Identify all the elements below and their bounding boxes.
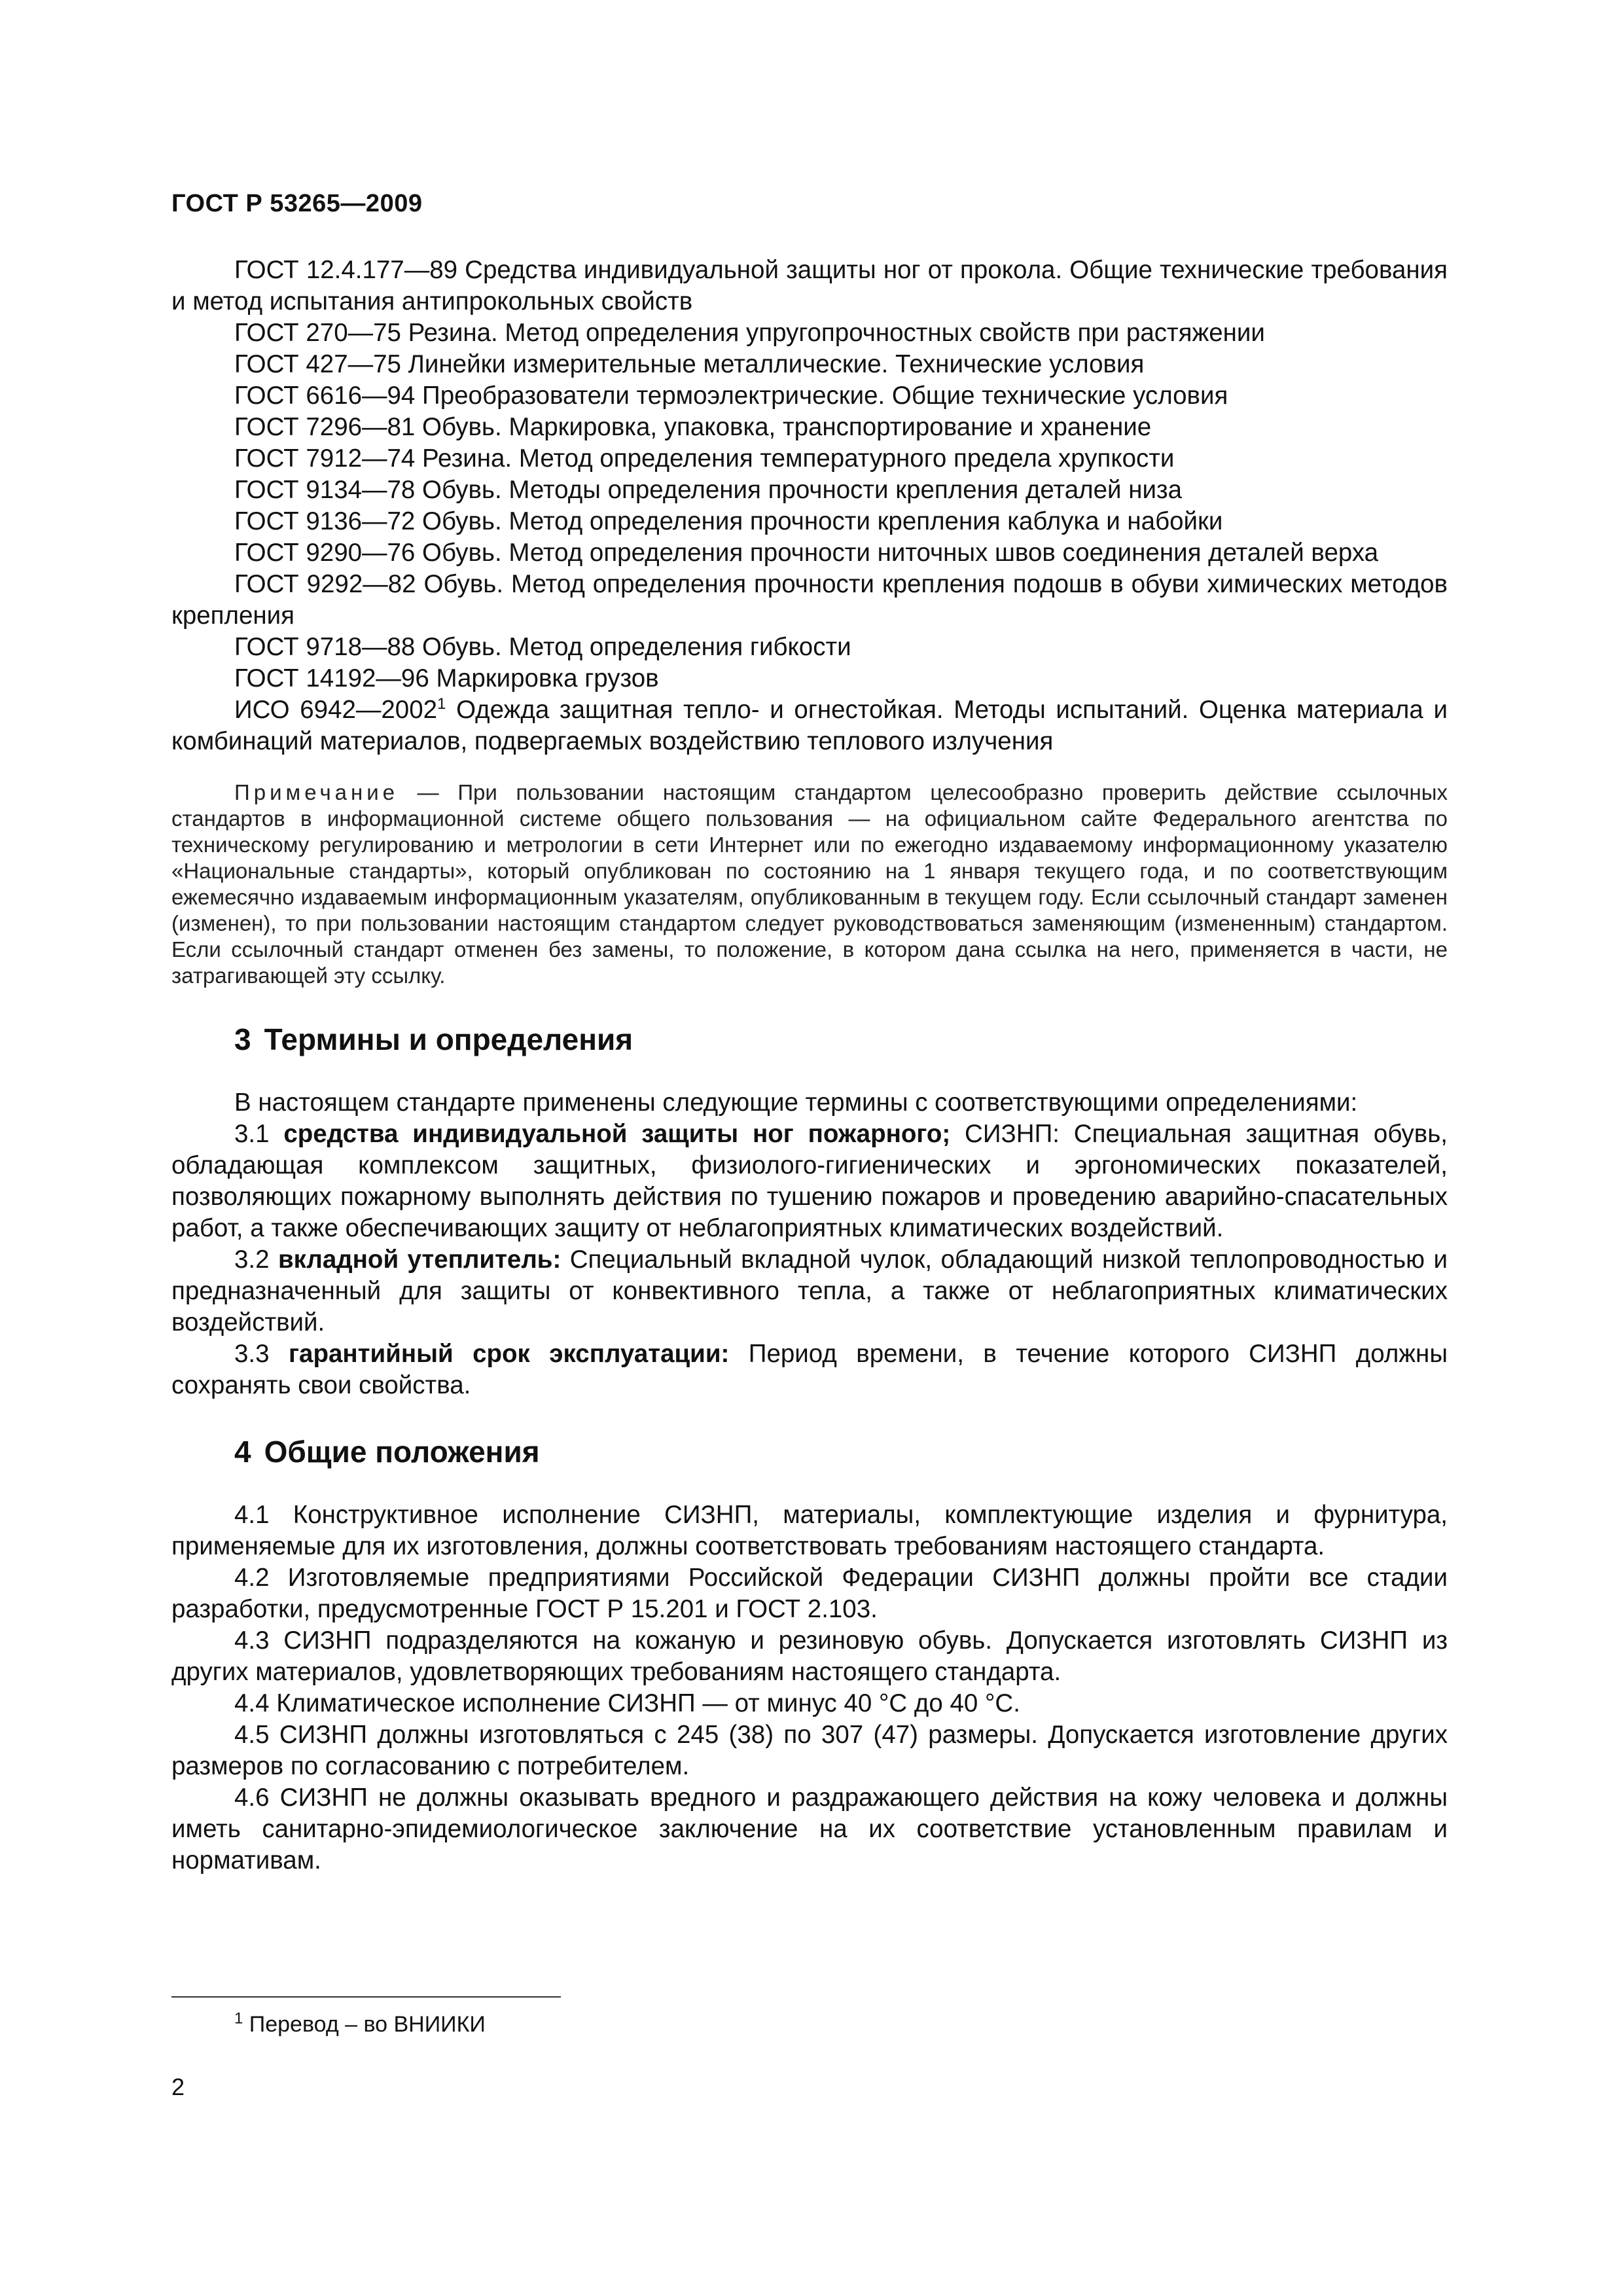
document-page — [171, 190, 1448, 1876]
clause-paragraph: 4.5 СИЗНП должны изготовляться с 245 (38) по 307 (47) размеры. Допускается изготовление других размеров по согласованию с потребителем. — [171, 1721, 1448, 1780]
term-number: 3.1 — [234, 1120, 284, 1148]
term-name: средства индивидуальной защиты ног пожарного; — [283, 1120, 951, 1148]
clause-paragraph: 4.2 Изготовляемые предприятиями Российской Федерации СИЗНП должны пройти все стадии разработки, предусмотренные ГОСТ Р 15.201 и ГОСТ 2.103. — [171, 1564, 1448, 1623]
section-number: 3 — [234, 1022, 251, 1056]
term-definition — [171, 1119, 1448, 1244]
clause-paragraph: 4.6 СИЗНП не должны оказывать вредного и раздражающего действия на кожу человека и должны иметь санитарно-эпидемиологическое заключение на их соответствие установленным правилам и нормативам. — [171, 1784, 1448, 1874]
iso-code: ИСО 6942—2002 — [234, 696, 438, 724]
document-id-header: ГОСТ Р 53265—2009 — [171, 190, 423, 217]
reference-item-iso — [171, 694, 1448, 757]
clause-paragraph: 4.3 СИЗНП подразделяются на кожаную и резиновую обувь. Допускается изготовлять СИЗНП из других материалов, удовлетворяющих требованиям настоящего стандарта. — [171, 1626, 1448, 1686]
reference-item: ГОСТ 9718—88 Обувь. Метод определения гибкости — [234, 633, 851, 661]
term-text: Период времени, в течение которого СИЗНП должны сохранять свои свойства. — [171, 1340, 1448, 1399]
note-paragraph — [171, 780, 1448, 989]
section-title: Термины и определения — [264, 1022, 633, 1056]
reference-item: ГОСТ 14192—96 Маркировка грузов — [234, 664, 659, 692]
reference-item: ГОСТ 9290—76 Обувь. Метод определения прочности ниточных швов соединения деталей верха — [234, 539, 1379, 567]
clause-paragraph: 4.4 Климатическое исполнение СИЗНП — от минус 40 °С до 40 °С. — [234, 1689, 1020, 1717]
note-label: Примечание — [234, 780, 399, 804]
clause-paragraph: 4.1 Конструктивное исполнение СИЗНП, материалы, комплектующие изделия и фурнитура, применяемые для их изготовления, должны соответствовать требованиям настоящего стандарта. — [171, 1501, 1448, 1560]
footnote-separator — [171, 1996, 561, 1998]
term-name: гарантийный срок эксплуатации: — [289, 1340, 730, 1368]
section-3-heading — [234, 1022, 1448, 1057]
reference-item: ГОСТ 6616—94 Преобразователи термоэлектрические. Общие технические условия — [234, 382, 1228, 410]
term-number: 3.2 — [234, 1246, 278, 1274]
footnote-marker: 1 — [234, 2009, 243, 2028]
section-3-intro: В настоящем стандарте применены следующие термины с соответствующими определениями: — [234, 1088, 1358, 1117]
section-title: Общие положения — [264, 1435, 540, 1469]
reference-item: ГОСТ 9136—72 Обувь. Метод определения прочности крепления каблука и набойки — [234, 507, 1223, 535]
footnote — [234, 2011, 486, 2038]
term-text: Специальный вкладной чулок, обладающий низкой теплопроводностью и предназначенный для защиты от конвективного тепла, а также от неблагоприятных климатических воздействий. — [171, 1246, 1448, 1336]
term-number: 3.3 — [234, 1340, 289, 1368]
term-definition — [171, 1244, 1448, 1338]
normative-references-list — [171, 255, 1448, 757]
section-number: 4 — [234, 1435, 251, 1469]
reference-item: ГОСТ 12.4.177—89 Средства индивидуальной защиты ног от прокола. Общие технические требования и метод испытания антипрокольных свойств — [171, 256, 1448, 315]
section-4-heading — [234, 1434, 1448, 1469]
page-number: 2 — [171, 2073, 185, 2100]
reference-item: ГОСТ 9134—78 Обувь. Методы определения прочности крепления деталей низа — [234, 476, 1183, 504]
term-name: вкладной утеплитель: — [277, 1246, 562, 1274]
note-block — [171, 780, 1448, 989]
footnote-text: Перевод – во ВНИИКИ — [243, 2012, 486, 2037]
reference-item: ГОСТ 7296—81 Обувь. Маркировка, упаковка, транспортирование и хранение — [234, 413, 1152, 441]
reference-item: ГОСТ 7912—74 Резина. Метод определения температурного предела хрупкости — [234, 444, 1175, 473]
term-definition — [171, 1338, 1448, 1401]
footnote-marker: 1 — [437, 695, 446, 713]
reference-item: ГОСТ 427—75 Линейки измерительные металлические. Технические условия — [234, 350, 1145, 378]
reference-item: ГОСТ 9292—82 Обувь. Метод определения прочности крепления подошв в обуви химических методов крепления — [171, 570, 1448, 630]
term-text: СИЗНП: Специальная защитная обувь, обладающая комплексом защитных, физиолого-гигиенических и эргономических показателей, позволяющих пожарному выполнять действия по тушению пожаров и проведению аварийно-спасательных работ, а также обеспечивающих защиту от неблагоприятных климатических воздействий. — [171, 1120, 1448, 1242]
note-text: — При пользовании настоящим стандартом целесообразно проверить действие ссылочных стандартов в информационной системе общего пользования — на официальном сайте Федерального агентства по техническому регулированию и метрологии в сети Интернет или по ежегодно издаваемому информационному указателю «Национальные стандарты», который опубликован по состоянию на 1 января текущего года, и по соответствующим ежемесячно издаваемым информационным указателям, опубликованным в текущем году. Если ссылочный стандарт заменен (изменен), то при пользовании настоящим стандартом следует руководствоваться заменяющим (измененным) стандартом. Если ссылочный стандарт отменен без замены, то положение, в котором дана ссылка на него, применяется в части, не затрагивающей эту ссылку. — [171, 780, 1448, 988]
reference-item: ГОСТ 270—75 Резина. Метод определения упругопрочностных свойств при растяжении — [234, 319, 1265, 347]
iso-title: Одежда защитная тепло- и огнестойкая. Методы испытаний. Оценка материала и комбинаций материалов, подвергаемых воздействию теплового излучения — [171, 696, 1448, 755]
